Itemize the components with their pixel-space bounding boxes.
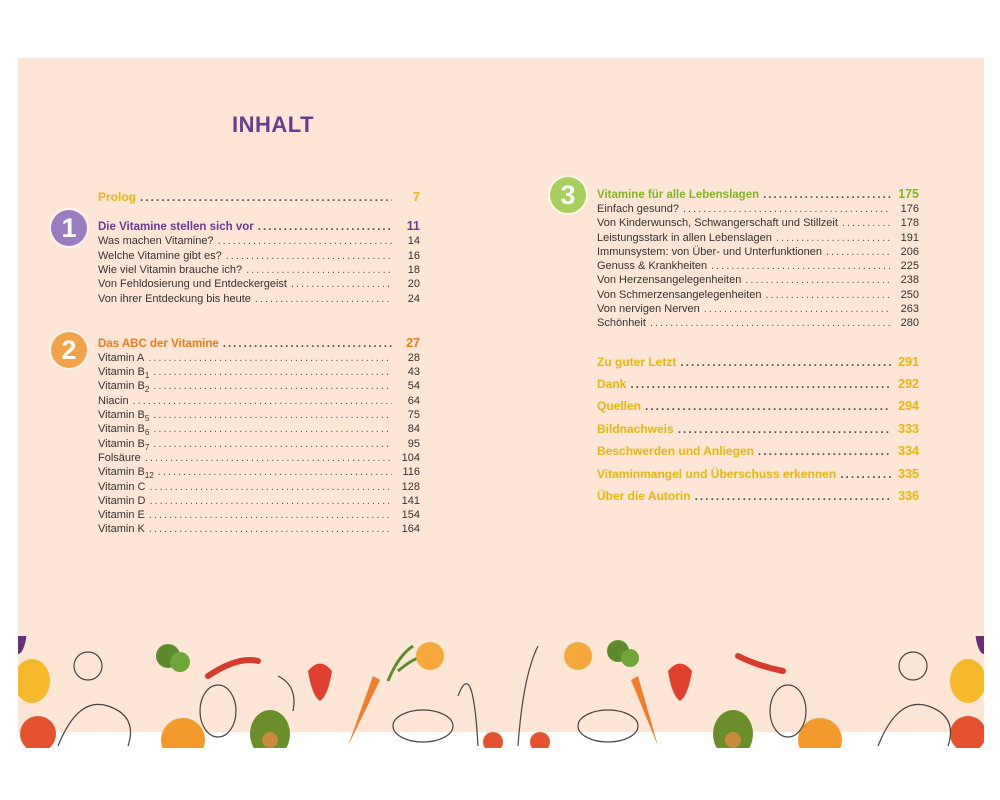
- entry-label: [98, 522, 145, 536]
- entry-label-text: Einfach gesund?: [597, 203, 679, 215]
- dot-leader: [148, 351, 392, 365]
- dot-leader: [630, 373, 891, 395]
- toc-entry[interactable]: [98, 234, 420, 248]
- toc-appendix-entry[interactable]: [597, 440, 919, 462]
- toc-entry[interactable]: [98, 365, 420, 379]
- eggplant-icon: [975, 636, 984, 654]
- orange-slice-icon: [564, 642, 592, 670]
- entry-label-text: Vitamin B: [98, 466, 145, 479]
- toc-right: [597, 186, 919, 507]
- chapter-1-badge: 1: [51, 210, 87, 246]
- entry-label-text: Genuss & Krankheiten: [597, 260, 708, 273]
- entry-label-text: Von Fehldosierung und Entdeckergeist: [98, 278, 287, 291]
- dot-leader: [695, 485, 891, 507]
- entry-page: 178: [900, 217, 919, 230]
- entry-page: 64: [407, 394, 420, 407]
- toc-entry[interactable]: [98, 494, 420, 508]
- dot-leader: [258, 219, 392, 235]
- entry-label-text: Welche Vitamine gibt es?: [98, 249, 222, 262]
- entry-label: [98, 480, 145, 494]
- entry-label-text: Von ihrer Entdeckung bis heute: [98, 292, 251, 305]
- page-title: INHALT: [232, 112, 315, 137]
- entry-page: 250: [900, 288, 919, 301]
- dot-leader: [291, 277, 392, 291]
- entry-page: 238: [900, 274, 919, 287]
- dot-leader: [776, 231, 891, 245]
- entry-label: [597, 216, 838, 230]
- toc-entry[interactable]: [98, 292, 420, 306]
- toc-entry[interactable]: [98, 508, 420, 522]
- entry-label: [597, 288, 762, 302]
- dot-leader: [153, 379, 392, 393]
- dot-leader: [842, 216, 891, 230]
- dot-leader: [153, 422, 392, 436]
- avocado-icon: [713, 710, 753, 748]
- entry-label-text: Was machen Vitamine?: [98, 235, 214, 248]
- entry-label-text: Vitamin B: [98, 423, 145, 436]
- entry-subscript: 1: [144, 371, 150, 381]
- entry-label: [597, 302, 700, 316]
- chapter-2-badge: 2: [51, 332, 87, 368]
- entry-label-text: Bildnachweis: [597, 421, 674, 436]
- toc-entry[interactable]: [98, 408, 420, 422]
- toc-appendix-entry[interactable]: [597, 351, 919, 373]
- toc-entry[interactable]: [597, 288, 919, 302]
- entry-page: 116: [402, 466, 420, 479]
- toc-entry[interactable]: [597, 316, 919, 330]
- dot-leader: [704, 302, 891, 316]
- strawberry-icon: [308, 664, 332, 702]
- entry-page: 336: [898, 489, 919, 504]
- dot-leader: [680, 351, 891, 373]
- entry-label-text: Leistungsstark in allen Lebenslagen: [597, 231, 772, 244]
- dot-leader: [149, 508, 392, 522]
- entry-label: [597, 273, 741, 287]
- dot-leader: [149, 522, 392, 536]
- dot-leader: [650, 316, 891, 330]
- entry-page: 334: [898, 444, 919, 459]
- dot-leader: [145, 451, 392, 465]
- entry-label-text: Vitamin A: [98, 351, 145, 364]
- dot-leader: [153, 437, 392, 451]
- entry-label: [597, 463, 836, 485]
- entry-label-text: Vitamin D: [98, 494, 146, 507]
- entry-label-text: Niacin: [98, 394, 129, 407]
- toc-appendix-entry[interactable]: [597, 373, 919, 395]
- entry-label: [98, 234, 214, 248]
- entry-label: [597, 351, 676, 373]
- toc-entry[interactable]: [98, 351, 420, 365]
- entry-label: [98, 351, 144, 365]
- dot-leader: [133, 394, 392, 408]
- entry-label-text: Von Herzensangelegenheiten: [597, 274, 742, 287]
- toc-entry[interactable]: [597, 202, 919, 216]
- entry-label-text: Über die Autorin: [597, 489, 691, 504]
- entry-page: 294: [898, 399, 919, 414]
- toc-entry[interactable]: [98, 522, 420, 536]
- entry-label-text: Zu guter Letzt: [597, 354, 677, 369]
- chapter-2-entries: [98, 351, 420, 537]
- entry-page: 141: [401, 494, 420, 507]
- appendix-entries: [597, 351, 919, 508]
- entry-subscript: 6: [144, 428, 150, 438]
- toc-chapter-1[interactable]: [98, 218, 420, 234]
- dot-leader: [683, 202, 891, 216]
- dot-leader: [246, 263, 392, 277]
- toc-entry[interactable]: [98, 437, 420, 451]
- entry-page: 20: [407, 278, 420, 291]
- entry-page: 291: [898, 354, 919, 369]
- chili-icon: [208, 660, 258, 676]
- broccoli-icon: [607, 640, 639, 667]
- entry-label: [98, 508, 145, 522]
- entry-page: 24: [407, 292, 420, 305]
- entry-page: 176: [900, 203, 919, 215]
- toc-appendix-entry[interactable]: [597, 418, 919, 440]
- chapter-3-badge: 3: [550, 177, 586, 213]
- entry-subscript: 7: [144, 442, 150, 452]
- dot-leader: [149, 494, 392, 508]
- entry-label-text: Vitamin C: [98, 480, 146, 493]
- toc-chapter-3[interactable]: [597, 186, 919, 202]
- entry-page: 18: [407, 263, 420, 276]
- vegetable-illustration-border: [18, 636, 984, 748]
- dot-leader: [766, 288, 891, 302]
- entry-page: 335: [898, 466, 919, 481]
- entry-label-text: Von Kinderwunsch, Schwangerschaft und Stillzeit: [597, 217, 838, 230]
- orange-icon: [161, 718, 205, 748]
- dot-leader: [758, 440, 891, 462]
- dot-leader: [826, 245, 891, 259]
- entry-page: 280: [900, 317, 919, 330]
- entry-label: [597, 395, 641, 417]
- dot-leader: [153, 408, 392, 422]
- orange-slice-icon: [416, 642, 444, 670]
- toc-entry[interactable]: [98, 277, 420, 291]
- entry-page: 263: [900, 303, 919, 316]
- entry-label: [597, 485, 691, 507]
- entry-subscript: 5: [144, 414, 150, 424]
- entry-label: [98, 451, 141, 465]
- dot-leader: [153, 365, 392, 379]
- dot-leader: [711, 259, 891, 273]
- entry-label-text: Vitaminmangel und Überschuss erkennen: [597, 466, 837, 481]
- toc-entry[interactable]: [597, 231, 919, 245]
- dot-leader: [158, 465, 392, 479]
- chapter-page: 175: [898, 187, 919, 201]
- entry-label: [597, 202, 679, 216]
- dot-leader: [645, 395, 891, 417]
- dot-leader: [745, 273, 891, 287]
- chapter-title: Vitamine für alle Lebenslagen: [597, 189, 760, 201]
- entry-label-text: Vitamin K: [98, 523, 145, 536]
- dot-leader: [678, 418, 891, 440]
- chapter-title: Die Vitamine stellen sich vor: [98, 221, 254, 234]
- chapter-page: 27: [406, 335, 420, 350]
- broccoli-icon: [156, 644, 190, 672]
- entry-label-text: Beschwerden und Anliegen: [597, 444, 754, 459]
- entry-label: [597, 373, 626, 395]
- entry-label-text: Vitamin B: [98, 409, 145, 422]
- entry-label-text: Dank: [597, 377, 627, 392]
- dot-leader: [223, 336, 392, 352]
- toc-appendix-entry[interactable]: [597, 395, 919, 417]
- tomato-icon: [20, 716, 56, 748]
- entry-subscript: 12: [144, 471, 154, 481]
- entry-page: 84: [407, 423, 420, 436]
- entry-label-text: Schönheit: [597, 317, 646, 330]
- toc-left: [98, 186, 420, 537]
- dot-leader: [763, 187, 891, 203]
- entry-label-text: Vitamin B: [98, 380, 145, 393]
- entry-label: [98, 494, 145, 508]
- entry-page: 206: [900, 245, 919, 258]
- entry-page: 54: [407, 380, 420, 393]
- entry-label-text: Vitamin B: [98, 437, 145, 450]
- strawberry-icon: [668, 664, 692, 702]
- entry-label: [597, 316, 646, 330]
- toc-chapter-2[interactable]: [98, 335, 420, 351]
- entry-label-text: Quellen: [597, 399, 642, 414]
- toc-entry[interactable]: [597, 216, 919, 230]
- entry-label: [98, 249, 222, 263]
- herb-icon: [388, 646, 418, 681]
- entry-label-text: Vitamin E: [98, 509, 145, 522]
- toc-entry[interactable]: [597, 273, 919, 287]
- toc-entry[interactable]: [597, 259, 919, 273]
- entry-label: [597, 418, 674, 440]
- entry-label-text: Vitamin B: [98, 366, 145, 379]
- book-spread: [18, 58, 984, 748]
- entry-page: 225: [900, 260, 919, 273]
- chapter-title: Das ABC der Vitamine: [98, 337, 219, 350]
- chapter-1-entries: [98, 234, 420, 305]
- dot-leader: [226, 249, 392, 263]
- dot-leader: [218, 234, 392, 248]
- toc-entry[interactable]: [98, 379, 420, 393]
- entry-label: [98, 263, 242, 277]
- chapter-page: 11: [406, 219, 420, 234]
- avocado-icon: [250, 710, 290, 748]
- entry-page: 191: [900, 231, 919, 244]
- toc-entry[interactable]: [597, 302, 919, 316]
- entry-page: 164: [401, 523, 420, 536]
- entry-label-text: Immunsystem: von Über- und Unterfunktionen: [597, 245, 822, 258]
- entry-page: 7: [413, 190, 420, 204]
- tomato-icon: [950, 716, 984, 748]
- entry-label: [98, 394, 129, 408]
- toc-entry[interactable]: [98, 394, 420, 408]
- entry-subscript: 2: [144, 385, 150, 395]
- entry-label-text: Folsäure: [98, 451, 141, 464]
- entry-label: [98, 292, 251, 306]
- toc-entry[interactable]: [98, 451, 420, 465]
- dot-leader: [140, 186, 392, 208]
- entry-label: [597, 231, 772, 245]
- chapter-3-entries: [597, 202, 919, 331]
- entry-page: 95: [407, 437, 420, 450]
- dot-leader: [149, 480, 392, 494]
- entry-page: 16: [407, 249, 420, 262]
- lemon-icon: [950, 659, 984, 703]
- entry-label-text: Von Schmerzensangelegenheiten: [597, 288, 762, 301]
- entry-page: 75: [407, 409, 420, 422]
- entry-label: Prolog: [98, 190, 136, 204]
- entry-page: 154: [401, 509, 420, 522]
- toc-appendix-entry[interactable]: [597, 485, 919, 507]
- entry-page: 14: [407, 235, 420, 248]
- entry-label: [597, 259, 707, 273]
- entry-page: 292: [898, 377, 919, 392]
- toc-entry[interactable]: [98, 249, 420, 263]
- entry-label: [597, 440, 754, 462]
- entry-page: 43: [407, 366, 420, 379]
- entry-page: 333: [898, 421, 919, 436]
- entry-page: 104: [401, 451, 420, 464]
- dot-leader: [255, 292, 392, 306]
- eggplant-icon: [18, 636, 27, 654]
- entry-page: 128: [401, 480, 420, 493]
- entry-label-text: Von nervigen Nerven: [597, 303, 700, 316]
- toc-appendix-entry[interactable]: [597, 463, 919, 485]
- lemon-icon: [18, 659, 50, 703]
- entry-page: 28: [407, 351, 420, 364]
- toc-entry[interactable]: [98, 263, 420, 277]
- toc-entry[interactable]: [597, 245, 919, 259]
- entry-label: [597, 245, 822, 259]
- entry-label-text: Wie viel Vitamin brauche ich?: [98, 263, 243, 276]
- toc-entry[interactable]: [98, 465, 420, 479]
- entry-label: [98, 277, 287, 291]
- dot-leader: [840, 463, 891, 485]
- toc-entry[interactable]: [98, 422, 420, 436]
- chili-icon: [738, 656, 783, 671]
- toc-entry-prolog[interactable]: [98, 186, 420, 208]
